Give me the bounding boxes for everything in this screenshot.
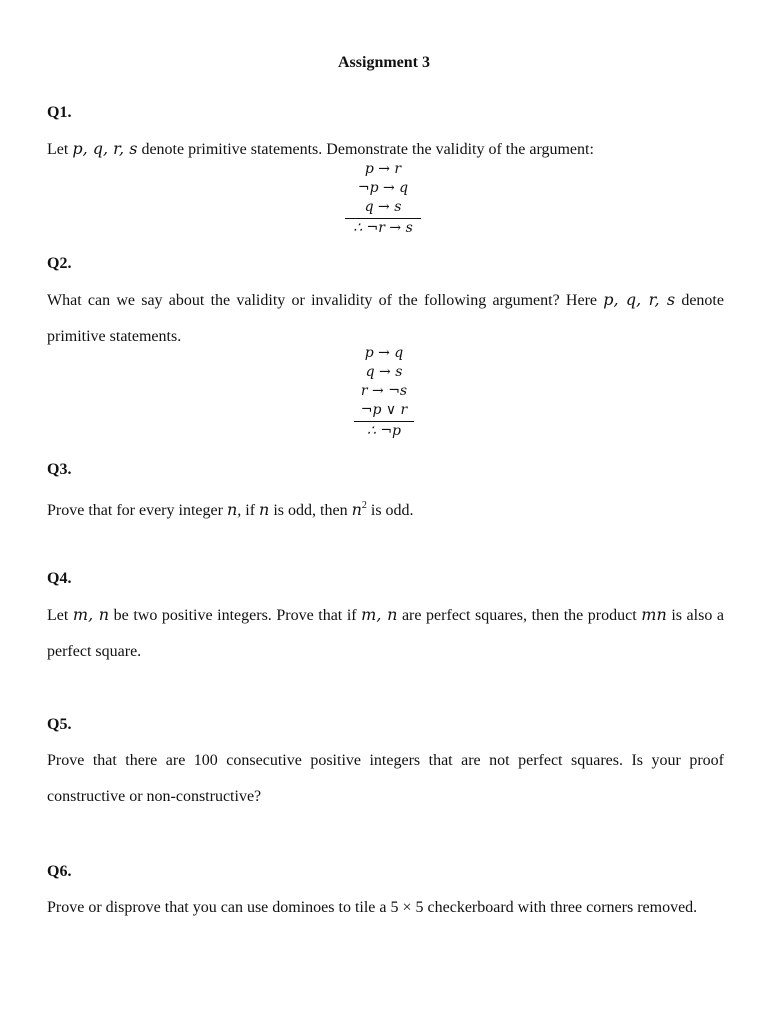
q5-heading: Q5.	[47, 716, 72, 733]
q4-heading: Q4.	[47, 570, 72, 587]
q6-text-2: checkerboard with three corners removed.	[423, 899, 698, 916]
q2-vars: p, q, r, s	[603, 290, 676, 309]
q4-text-3: are perfect squares, then the product	[397, 607, 642, 624]
page-title: Assignment 3	[337, 54, 430, 71]
q5-statement: Prove that there are 100 consecutive positive integers that are not perfect squares. Is your proof constructive or non-constructive?	[47, 752, 724, 805]
q3-text-1: Prove that for every integer	[47, 502, 227, 519]
q4-text-1: Let	[47, 607, 73, 624]
q1-vars: p, q, r, s	[72, 139, 138, 158]
q2-text-post: denote primitive statements.	[47, 292, 724, 345]
q3-exponent: 2	[361, 500, 367, 511]
q4-vars-2: m, n	[361, 605, 398, 624]
q4-text-2: be two positive integers. Prove that if	[109, 607, 362, 624]
q3-text-2: , if	[237, 502, 260, 519]
q1-text-pre: Let	[47, 141, 73, 158]
q1-premise-3: q → s	[364, 199, 402, 215]
q4-text-4: is also a perfect square.	[47, 607, 725, 660]
q2-argument	[352, 344, 416, 441]
q3-heading: Q3.	[47, 461, 72, 478]
q2-text-pre: What can we say about the validity or invalidity of the following argument? Here	[47, 292, 604, 309]
q1-premise-2: ¬p → q	[357, 180, 409, 196]
q1-heading: Q1.	[47, 104, 72, 121]
q6-heading: Q6.	[47, 863, 72, 880]
q2-premise-4: ¬p ∨ r	[360, 402, 408, 418]
q1-argument	[345, 160, 421, 238]
q4-var-mn: mn	[641, 605, 667, 624]
q4-vars-1: m, n	[72, 605, 110, 624]
q6-statement	[47, 890, 724, 926]
q6-text-1: Prove or disprove that you can use dominoes to tile a	[47, 899, 391, 916]
q3-statement	[47, 488, 724, 529]
q1-conclusion: ∴ ¬r → s	[353, 220, 413, 236]
q3-text-3: is odd, then	[269, 502, 352, 519]
q2-premise-1: p → q	[364, 345, 404, 361]
q2-heading: Q2.	[47, 255, 72, 272]
q2-premise-2: q → s	[365, 364, 403, 380]
q1-text-post: denote primitive statements. Demonstrate the validity of the argument:	[137, 141, 594, 158]
q4-statement	[47, 597, 724, 670]
q3-var-n-2: n	[259, 500, 270, 519]
q2-conclusion: ∴ ¬p	[366, 423, 402, 439]
q3-var-n-1: n	[226, 500, 238, 519]
q2-premise-3: r → ¬s	[360, 383, 408, 399]
q3-var-n-3: n	[351, 500, 362, 519]
q3-text-4: is odd.	[366, 502, 414, 519]
q1-premise-1: p → r	[364, 161, 402, 177]
q6-board-size: 5 × 5	[390, 899, 424, 916]
